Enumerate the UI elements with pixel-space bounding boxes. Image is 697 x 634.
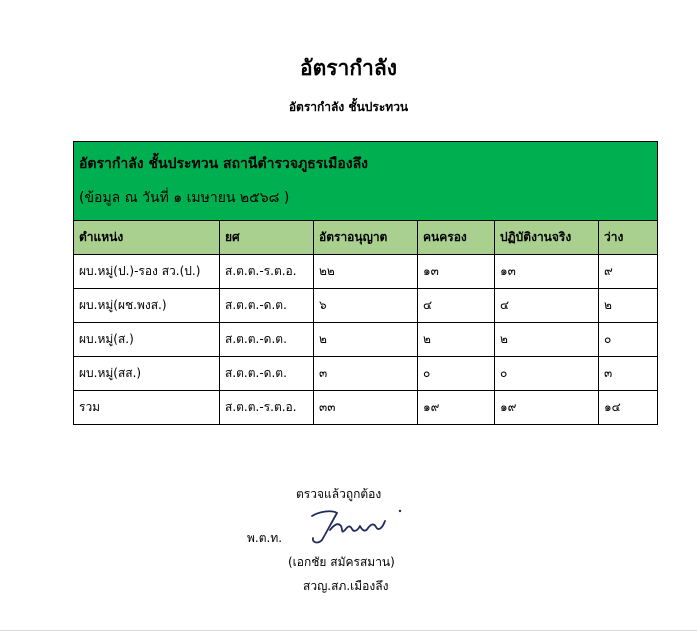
table-cell: ๒ — [314, 323, 418, 357]
column-header-vacant: ว่าง — [599, 221, 658, 255]
table-cell: รวม — [74, 391, 220, 425]
column-header-on-duty: ปฏิบัติงานจริง — [495, 221, 599, 255]
certified-text: ตรวจแล้วถูกต้อง — [296, 487, 382, 501]
table-cell: ส.ต.ต.-ร.ต.อ. — [220, 391, 314, 425]
table-cell: ๐ — [599, 323, 658, 357]
table-cell: ๑๓ — [418, 255, 495, 289]
table-banner-date: (ข้อมูล ณ วันที่ ๑ เมษายน ๒๕๖๘ ) — [79, 190, 290, 206]
table-cell: ผบ.หมู่(ส.) — [74, 323, 220, 357]
table-cell: ๓๓ — [314, 391, 418, 425]
signer-rank: พ.ต.ท. — [247, 531, 283, 545]
table-cell: ๐ — [418, 357, 495, 391]
table-row — [74, 323, 658, 357]
table-cell: ผบ.หมู่(สส.) — [74, 357, 220, 391]
column-header-rank: ยศ — [220, 221, 314, 255]
table-cell: ๒ — [599, 289, 658, 323]
column-header-position: ตำแหน่ง — [74, 221, 220, 255]
table-banner — [74, 142, 658, 221]
column-header-filled: คนครอง — [418, 221, 495, 255]
table-row — [74, 255, 658, 289]
page-subtitle: อัตรากำลัง ชั้นประทวน — [288, 100, 409, 114]
table-cell: ผบ.หมู่(ผช.พงส.) — [74, 289, 220, 323]
page-title: อัตรากำลัง — [300, 56, 397, 80]
handwritten-signature — [304, 503, 404, 549]
table-cell: ๒ — [495, 323, 599, 357]
signer-name: (เอกชัย สมัครสมาน) — [288, 555, 395, 569]
table-cell: ส.ต.ต.-ร.ต.อ. — [220, 255, 314, 289]
table-cell: ๔ — [418, 289, 495, 323]
table-cell: ส.ต.ต.-ด.ต. — [220, 357, 314, 391]
personnel-table — [73, 141, 658, 425]
page-divider — [0, 630, 697, 631]
column-header-authorized: อัตราอนุญาต — [314, 221, 418, 255]
table-cell: ผบ.หมู่(ป.)-รอง สว.(ป.) — [74, 255, 220, 289]
signer-position: สวญ.สภ.เมืองลึง — [303, 579, 389, 593]
table-cell: ๑๙ — [418, 391, 495, 425]
table-cell: ๖ — [314, 289, 418, 323]
table-row — [74, 289, 658, 323]
table-banner-row — [74, 142, 658, 221]
table-cell: ๐ — [495, 357, 599, 391]
table-cell: ๑๓ — [495, 255, 599, 289]
table-row-total — [74, 391, 658, 425]
table-cell: ส.ต.ต.-ด.ต. — [220, 323, 314, 357]
table-banner-title: อัตรากำลัง ชั้นประทวน สถานีตำรวจภูธรเมืองลึง — [79, 156, 368, 172]
table-cell: ๓ — [599, 357, 658, 391]
table-header-row — [74, 221, 658, 255]
table-cell: ๓ — [314, 357, 418, 391]
table-cell: ๙ — [599, 255, 658, 289]
table-cell: ๔ — [495, 289, 599, 323]
table-cell: ๑๔ — [599, 391, 658, 425]
table-cell: ส.ต.ต.-ด.ต. — [220, 289, 314, 323]
table-cell: ๒๒ — [314, 255, 418, 289]
table-cell: ๑๙ — [495, 391, 599, 425]
table-cell: ๒ — [418, 323, 495, 357]
table-row — [74, 357, 658, 391]
